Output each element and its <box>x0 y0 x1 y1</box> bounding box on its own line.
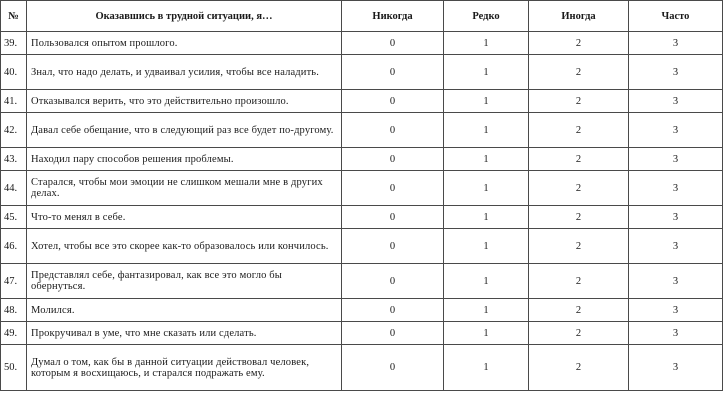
score-rarely: 1 <box>444 90 529 113</box>
score-never: 0 <box>342 206 444 229</box>
row-number: 39. <box>1 32 27 55</box>
score-rarely: 1 <box>444 264 529 299</box>
row-statement: Представлял себе, фантазировал, как все это могло бы обернуться. <box>27 264 342 299</box>
score-rarely: 1 <box>444 229 529 264</box>
row-number: 44. <box>1 171 27 206</box>
row-statement: Давал себе обещание, что в следующий раз все будет по-другому. <box>27 113 342 148</box>
score-rarely: 1 <box>444 55 529 90</box>
table-row <box>1 171 723 206</box>
score-often: 3 <box>629 229 723 264</box>
score-often: 3 <box>629 299 723 322</box>
row-statement: Знал, что надо делать, и удваивал усилия, чтобы все наладить. <box>27 55 342 90</box>
score-rarely: 1 <box>444 322 529 345</box>
score-never: 0 <box>342 55 444 90</box>
score-sometimes: 2 <box>529 345 629 391</box>
row-statement: Находил пару способов решения проблемы. <box>27 148 342 171</box>
score-rarely: 1 <box>444 171 529 206</box>
score-often: 3 <box>629 171 723 206</box>
header-rarely: Редко <box>444 1 529 32</box>
score-often: 3 <box>629 113 723 148</box>
row-number: 48. <box>1 299 27 322</box>
score-sometimes: 2 <box>529 299 629 322</box>
row-statement: Хотел, чтобы все это скорее как-то образовалось или кончилось. <box>27 229 342 264</box>
score-sometimes: 2 <box>529 32 629 55</box>
score-often: 3 <box>629 264 723 299</box>
score-often: 3 <box>629 148 723 171</box>
score-rarely: 1 <box>444 113 529 148</box>
score-sometimes: 2 <box>529 171 629 206</box>
table-row <box>1 148 723 171</box>
table-row <box>1 32 723 55</box>
table-row <box>1 299 723 322</box>
score-sometimes: 2 <box>529 113 629 148</box>
score-rarely: 1 <box>444 148 529 171</box>
header-never: Никогда <box>342 1 444 32</box>
score-never: 0 <box>342 229 444 264</box>
score-sometimes: 2 <box>529 55 629 90</box>
row-number: 42. <box>1 113 27 148</box>
row-statement: Пользовался опытом прошлого. <box>27 32 342 55</box>
header-row <box>1 1 723 32</box>
score-often: 3 <box>629 322 723 345</box>
row-statement: Отказывался верить, что это действительно произошло. <box>27 90 342 113</box>
score-never: 0 <box>342 32 444 55</box>
table-row <box>1 90 723 113</box>
score-often: 3 <box>629 32 723 55</box>
table-row <box>1 322 723 345</box>
score-rarely: 1 <box>444 32 529 55</box>
score-often: 3 <box>629 90 723 113</box>
score-often: 3 <box>629 206 723 229</box>
score-sometimes: 2 <box>529 229 629 264</box>
score-rarely: 1 <box>444 299 529 322</box>
row-number: 41. <box>1 90 27 113</box>
score-never: 0 <box>342 90 444 113</box>
row-number: 46. <box>1 229 27 264</box>
score-sometimes: 2 <box>529 322 629 345</box>
row-number: 45. <box>1 206 27 229</box>
table-row <box>1 264 723 299</box>
score-never: 0 <box>342 171 444 206</box>
row-statement: Молился. <box>27 299 342 322</box>
table-row <box>1 206 723 229</box>
score-often: 3 <box>629 55 723 90</box>
table-row <box>1 345 723 391</box>
row-statement: Старался, чтобы мои эмоции не слишком мешали мне в других делах. <box>27 171 342 206</box>
row-number: 40. <box>1 55 27 90</box>
row-number: 43. <box>1 148 27 171</box>
header-number: № <box>1 1 27 32</box>
score-sometimes: 2 <box>529 206 629 229</box>
score-never: 0 <box>342 322 444 345</box>
score-sometimes: 2 <box>529 264 629 299</box>
table-row <box>1 113 723 148</box>
score-rarely: 1 <box>444 345 529 391</box>
header-sometimes: Иногда <box>529 1 629 32</box>
header-often: Часто <box>629 1 723 32</box>
table-row <box>1 229 723 264</box>
score-never: 0 <box>342 345 444 391</box>
row-statement: Прокручивал в уме, что мне сказать или сделать. <box>27 322 342 345</box>
score-never: 0 <box>342 113 444 148</box>
row-number: 49. <box>1 322 27 345</box>
row-number: 47. <box>1 264 27 299</box>
score-never: 0 <box>342 299 444 322</box>
score-sometimes: 2 <box>529 148 629 171</box>
table-row <box>1 55 723 90</box>
row-statement: Думал о том, как бы в данной ситуации действовал человек, которым я восхищаюсь, и старался подражать ему. <box>27 345 342 391</box>
score-never: 0 <box>342 148 444 171</box>
score-sometimes: 2 <box>529 90 629 113</box>
score-rarely: 1 <box>444 206 529 229</box>
row-statement: Что-то менял в себе. <box>27 206 342 229</box>
row-number: 50. <box>1 345 27 391</box>
header-statement: Оказавшись в трудной ситуации, я… <box>27 1 342 32</box>
score-often: 3 <box>629 345 723 391</box>
score-never: 0 <box>342 264 444 299</box>
